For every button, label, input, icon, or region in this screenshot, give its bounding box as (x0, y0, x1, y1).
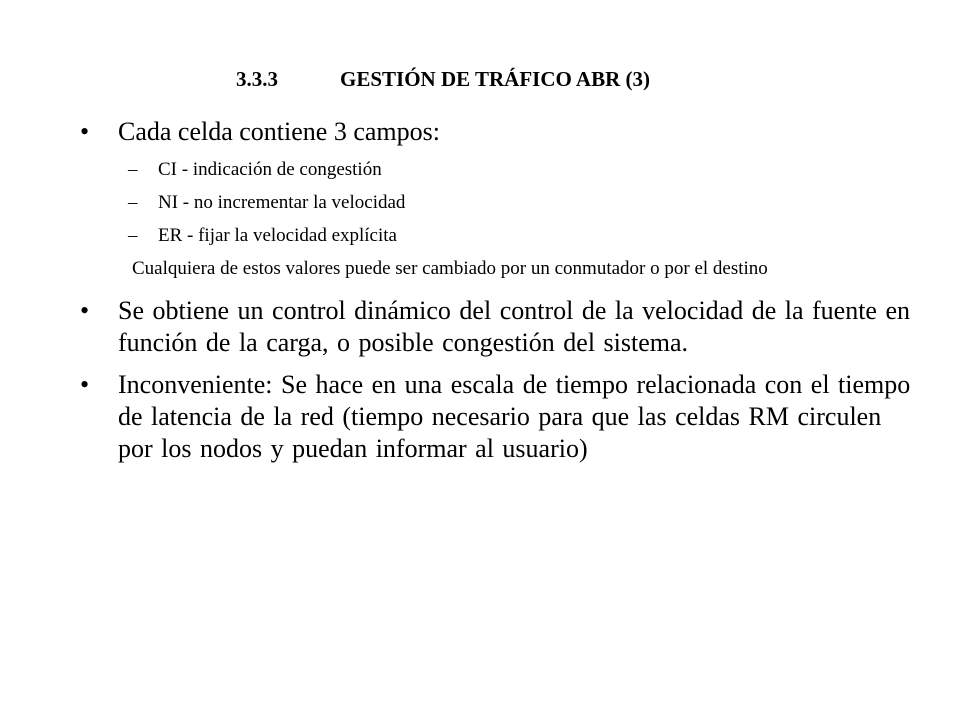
bullet-item-control (80, 295, 920, 359)
slide-body (80, 116, 920, 465)
bullet-item-inconveniente (80, 369, 920, 465)
bullet-text: Se obtiene un control dinámico del control de la velocidad de la fuente en función de la carga, o posible congestión del sistema. (118, 296, 911, 357)
section-heading: GESTIÓN DE TRÁFICO ABR (3) (340, 67, 650, 91)
bullet-text: Cada celda contiene 3 campos: (118, 117, 440, 146)
bullet-item-campos (80, 116, 920, 148)
dash-icon: – (128, 159, 138, 180)
bullet-text: Inconveniente: Se hace en una escala de tiempo relacionada con el tiempo de latencia de la red (tiempo necesario para que las celdas RM circulen por los nodos y puedan informar al usuario) (118, 370, 911, 463)
sub-item-er (128, 224, 920, 248)
slide-title (236, 63, 650, 95)
dash-icon: – (128, 225, 138, 246)
section-number: 3.3.3 (236, 67, 278, 91)
bullet-icon: • (80, 370, 90, 399)
sub-item-text: NI - no incrementar la velocidad (158, 192, 406, 213)
bullet-icon: • (80, 296, 90, 325)
sub-item-ni (128, 191, 920, 215)
sub-item-ci (128, 158, 920, 182)
note-text: Cualquiera de estos valores puede ser cambiado por un conmutador o por el destino (132, 258, 768, 279)
sub-item-text: CI - indicación de congestión (158, 159, 382, 180)
sub-item-text: ER - fijar la velocidad explícita (158, 225, 397, 246)
bullet-icon: • (80, 117, 90, 146)
dash-icon: – (128, 192, 138, 213)
sub-list (128, 158, 920, 248)
